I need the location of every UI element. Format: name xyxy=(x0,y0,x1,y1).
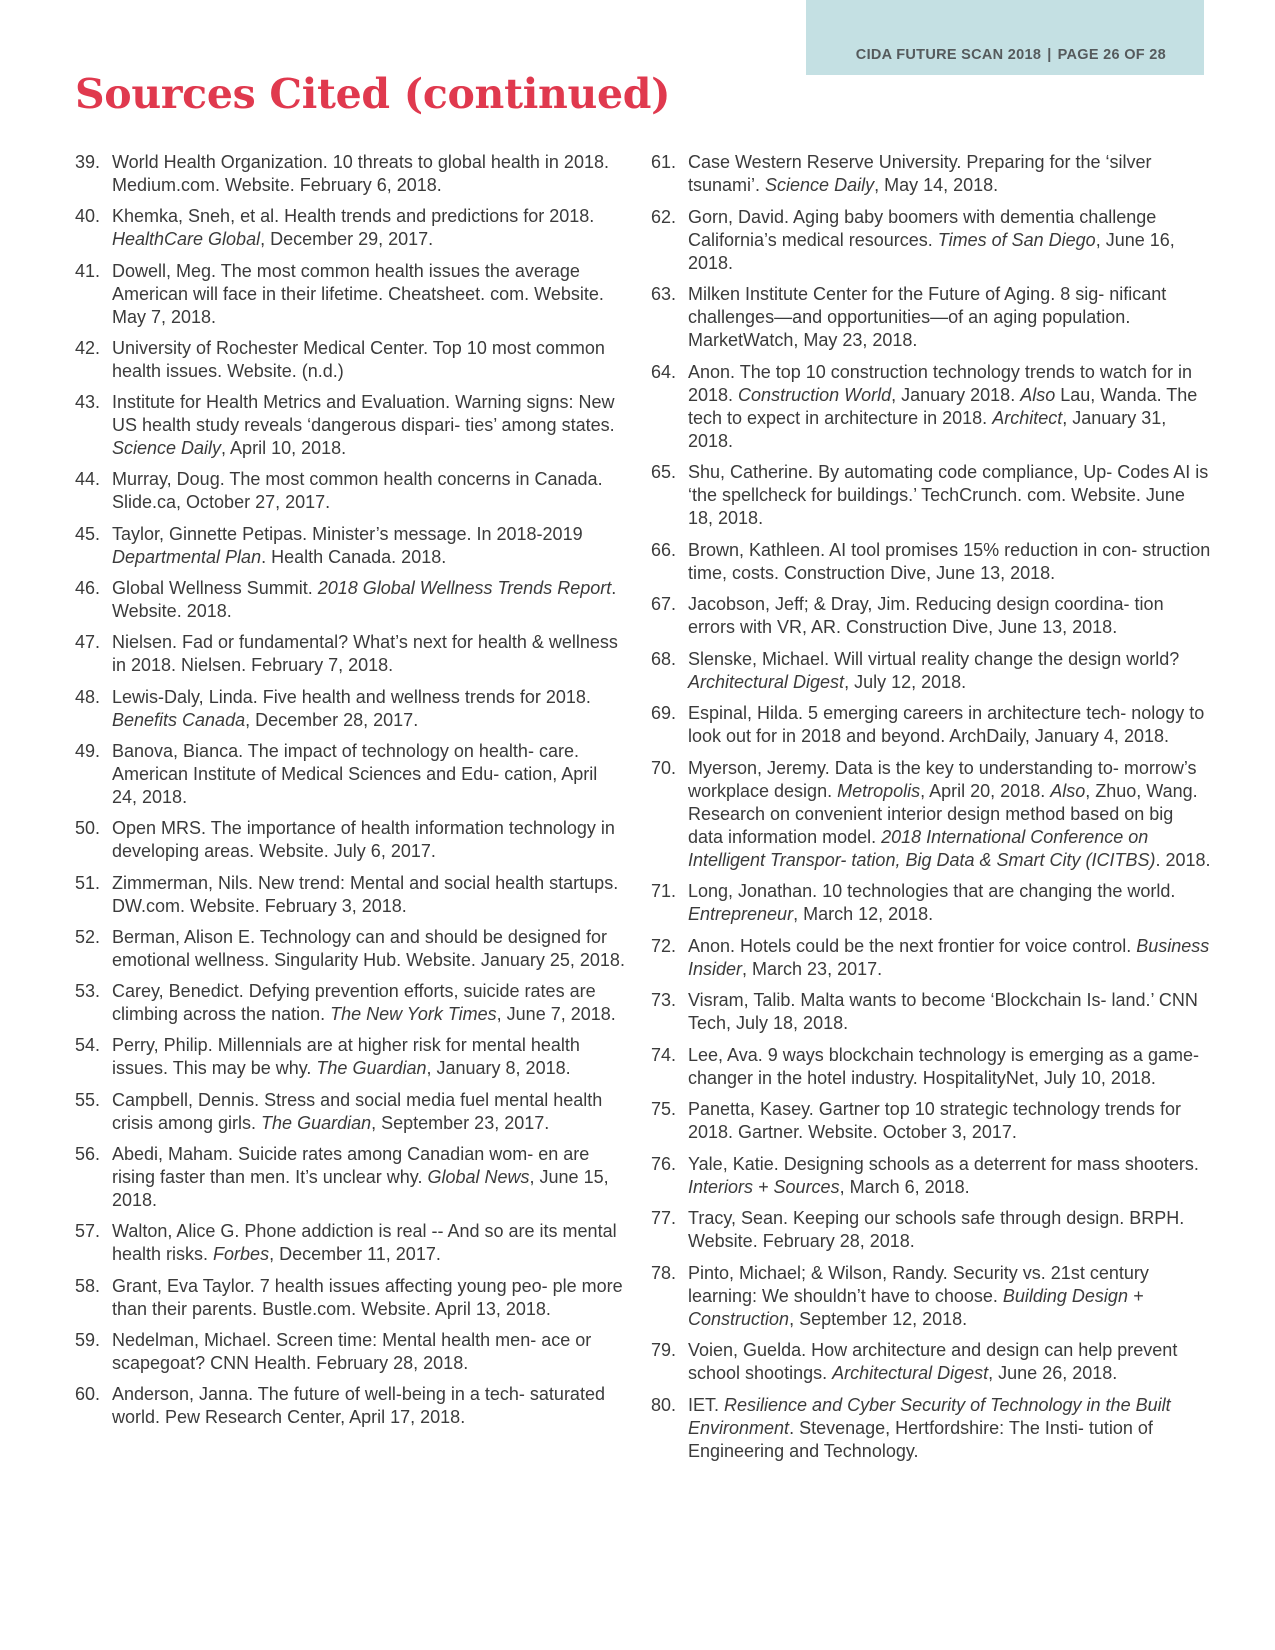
citation-segment: Grant, Eva Taylor. 7 health issues affecting young peo- ple more than their parents. Bustle.com. Website. April 13, 2018. xyxy=(112,1275,623,1319)
citation-item xyxy=(651,1394,1211,1463)
citation-item xyxy=(75,686,627,732)
citation-segment: Jacobson, Jeff; & Dray, Jim. Reducing design coordina- tion errors with VR, AR. Construction Dive, June 13, 2018. xyxy=(688,594,1164,637)
citation-text xyxy=(112,260,627,329)
citation-italic-title: Architect xyxy=(992,407,1063,428)
citation-item xyxy=(651,206,1211,275)
citation-text xyxy=(688,935,1211,981)
citation-number: 55. xyxy=(75,1089,101,1110)
citation-number: 75. xyxy=(651,1099,677,1119)
page-number: PAGE 26 OF 28 xyxy=(1057,47,1166,63)
citation-number: 56. xyxy=(75,1144,101,1165)
citation-italic-title: HealthCare Global xyxy=(112,229,261,250)
citation-text xyxy=(112,1383,627,1429)
citation-segment: . 2018. xyxy=(1155,849,1211,870)
citation-text xyxy=(688,461,1211,530)
citation-text xyxy=(112,468,627,514)
citation-number: 77. xyxy=(651,1208,677,1228)
citation-segment: , September 12, 2018. xyxy=(789,1308,968,1329)
citation-text xyxy=(112,337,627,383)
running-header xyxy=(856,47,1166,63)
citation-segment: , January 8, 2018. xyxy=(426,1058,571,1079)
citation-number: 47. xyxy=(75,632,101,653)
citation-item xyxy=(651,702,1211,748)
citation-segment: IET. xyxy=(688,1394,725,1415)
header-band xyxy=(806,0,1204,75)
citation-text xyxy=(688,648,1211,694)
citation-italic-title: Also xyxy=(1050,780,1086,801)
citation-number: 44. xyxy=(75,469,101,490)
citation-number: 71. xyxy=(651,881,677,901)
citation-italic-title: Times of San Diego xyxy=(937,229,1096,250)
citation-item xyxy=(75,337,627,383)
citation-text xyxy=(112,205,627,251)
citation-italic-title: The New York Times xyxy=(330,1004,497,1025)
citation-text xyxy=(688,593,1211,639)
citation-item xyxy=(651,935,1211,981)
citation-item xyxy=(651,648,1211,694)
citation-number: 39. xyxy=(75,152,101,172)
citation-segment: Abedi, Maham. Suicide rates among Canadian wom- en are rising faster than men. It’s unclear why. xyxy=(112,1144,590,1188)
citation-text xyxy=(688,989,1211,1035)
citation-item xyxy=(75,205,627,251)
citation-number: 50. xyxy=(75,818,101,839)
citation-segment: Dowell, Meg. The most common health issues the average American will face in their lifetime. Cheatsheet. com. Website. May 7, 2018. xyxy=(112,260,604,327)
citation-segment: Myerson, Jeremy. Data is the key to understanding to- morrow’s workplace design. xyxy=(688,757,1197,801)
citation-text xyxy=(112,1143,627,1212)
citation-segment: Nedelman, Michael. Screen time: Mental health men- ace or scapegoat? CNN Health. February 28, 2018. xyxy=(112,1329,592,1373)
sources-column-right xyxy=(651,151,1211,1471)
citation-text xyxy=(112,1275,627,1321)
citation-item xyxy=(75,151,627,197)
citation-number: 65. xyxy=(651,462,677,482)
citation-text xyxy=(688,1207,1211,1253)
citation-text xyxy=(688,206,1211,275)
citation-segment: , June 26, 2018. xyxy=(988,1363,1118,1383)
citation-segment: Nielsen. Fad or fundamental? What’s next for health & wellness in 2018. Nielsen. February 7, 2018. xyxy=(112,632,618,676)
citation-number: 70. xyxy=(651,757,677,778)
citation-number: 68. xyxy=(651,648,677,669)
citation-italic-title: Entrepreneur xyxy=(688,904,794,924)
citation-text xyxy=(112,1089,627,1135)
citation-segment: Voien, Guelda. How architecture and design can help prevent school shootings. xyxy=(688,1340,1178,1383)
citation-item xyxy=(651,1153,1211,1199)
citation-item xyxy=(651,1207,1211,1253)
citation-text xyxy=(112,391,627,460)
citation-segment: Slenske, Michael. Will virtual reality change the design world? xyxy=(688,648,1180,669)
citation-segment: , January 31, 2018. xyxy=(688,407,1167,451)
citation-segment: . Health Canada. 2018. xyxy=(261,546,447,567)
citation-number: 40. xyxy=(75,206,101,227)
citation-number: 49. xyxy=(75,740,101,761)
citation-text xyxy=(112,817,627,863)
citation-segment: Global Wellness Summit. xyxy=(112,578,318,599)
citation-item xyxy=(651,361,1211,453)
citation-item xyxy=(651,283,1211,352)
citation-text xyxy=(112,926,627,972)
citation-text xyxy=(688,283,1211,352)
citation-number: 72. xyxy=(651,935,677,956)
citation-segment: , June 7, 2018. xyxy=(496,1004,616,1025)
citation-item xyxy=(651,539,1211,585)
citation-number: 69. xyxy=(651,703,677,723)
citation-text xyxy=(112,1220,627,1266)
citation-italic-title: Global News xyxy=(427,1167,530,1188)
citation-italic-title: Architectural Digest xyxy=(832,1363,989,1383)
citation-segment: , June 15, 2018. xyxy=(112,1167,609,1211)
citation-item xyxy=(651,461,1211,530)
citation-segment: , December 28, 2017. xyxy=(245,709,419,730)
citation-segment: Case Western Reserve University. Preparing for the ‘silver tsunami’. xyxy=(688,152,1152,195)
citation-item xyxy=(75,1034,627,1080)
citation-number: 41. xyxy=(75,260,101,281)
citation-number: 66. xyxy=(651,539,677,560)
citation-item xyxy=(75,1220,627,1266)
citation-item xyxy=(75,391,627,460)
citation-segment: Khemka, Sneh, et al. Health trends and predictions for 2018. xyxy=(112,206,595,227)
citation-segment: Lewis-Daly, Linda. Five health and wellness trends for 2018. xyxy=(112,686,591,707)
citation-text xyxy=(688,1394,1211,1463)
citation-segment: Panetta, Kasey. Gartner top 10 strategic technology trends for 2018. Gartner. Website. October 3, 2017. xyxy=(688,1099,1181,1142)
citation-item xyxy=(651,757,1211,872)
citation-segment: World Health Organization. 10 threats to global health in 2018. Medium.com. Website. February 6, 2018. xyxy=(112,152,609,195)
citation-number: 62. xyxy=(651,206,677,227)
citation-segment: University of Rochester Medical Center. Top 10 most common health issues. Website. (n.d.) xyxy=(112,337,605,381)
citation-item xyxy=(75,740,627,809)
citation-item xyxy=(651,1098,1211,1144)
citation-number: 53. xyxy=(75,981,101,1002)
page-title: Sources Cited (continued) xyxy=(75,70,671,118)
citation-italic-title: Construction World xyxy=(738,384,892,405)
citation-number: 43. xyxy=(75,392,101,413)
citation-segment: Anderson, Janna. The future of well-being in a tech- saturated world. Pew Research Center, April 17, 2018. xyxy=(112,1384,605,1428)
citation-segment: Espinal, Hilda. 5 emerging careers in architecture tech- nology to look out for in 2018 and beyond. ArchDaily, January 4, 2018. xyxy=(688,703,1205,746)
citation-text xyxy=(688,1339,1211,1385)
citation-segment: Shu, Catherine. By automating code compliance, Up- Codes AI is ‘the spellcheck for buildings.’ TechCrunch. com. Website. June 18, 2018. xyxy=(688,462,1209,528)
citation-number: 74. xyxy=(651,1044,677,1065)
citation-italic-title: Science Daily xyxy=(765,175,875,195)
citation-italic-title: Building Design + Construction xyxy=(688,1285,1144,1329)
citation-text xyxy=(112,523,627,569)
citation-segment: Perry, Philip. Millennials are at higher risk for mental health issues. This may be why. xyxy=(112,1035,580,1079)
citation-text xyxy=(688,1262,1211,1331)
citation-italic-title: Business Insider xyxy=(688,935,1210,979)
citation-text xyxy=(688,539,1211,585)
citation-segment: Zimmerman, Nils. New trend: Mental and social health startups. DW.com. Website. February 3, 2018. xyxy=(112,872,619,916)
citation-segment: , December 11, 2017. xyxy=(269,1244,441,1265)
citation-number: 61. xyxy=(651,152,677,172)
citation-text xyxy=(112,686,627,732)
citation-item xyxy=(75,872,627,918)
citation-number: 76. xyxy=(651,1153,677,1174)
citation-italic-title: Architectural Digest xyxy=(688,671,845,692)
citation-number: 45. xyxy=(75,523,101,544)
citation-number: 46. xyxy=(75,578,101,599)
citation-italic-title: 2018 International Conference on Intelligent Transpor- tation, Big Data & Smart City (ICITBS) xyxy=(688,826,1156,870)
citation-segment: Brown, Kathleen. AI tool promises 15% reduction in con- struction time, costs. Construction Dive, June 13, 2018. xyxy=(688,539,1211,583)
citation-segment: . Stevenage, Hertfordshire: The Insti- tution of Engineering and Technology. xyxy=(688,1417,1153,1461)
citation-segment: , March 23, 2017. xyxy=(742,958,883,979)
citation-item xyxy=(75,1383,627,1429)
citation-number: 79. xyxy=(651,1340,677,1360)
citation-segment: Pinto, Michael; & Wilson, Randy. Security vs. 21st century learning: We shouldn’t have to choose. xyxy=(688,1262,1149,1306)
citation-segment: Banova, Bianca. The impact of technology on health- care. American Institute of Medical Sciences and Edu- cation, April 24, 2018. xyxy=(112,740,598,807)
citation-segment: Anon. Hotels could be the next frontier for voice control. xyxy=(688,935,1137,956)
citation-text xyxy=(112,1329,627,1375)
citation-italic-title: 2018 Global Wellness Trends Report xyxy=(317,578,612,599)
citation-text xyxy=(688,1044,1211,1090)
citation-item xyxy=(75,1329,627,1375)
citation-segment: Yale, Katie. Designing schools as a deterrent for mass shooters. xyxy=(688,1153,1199,1174)
citation-segment: , July 12, 2018. xyxy=(844,671,967,692)
citation-text xyxy=(688,880,1211,926)
citation-item xyxy=(75,260,627,329)
citation-item xyxy=(75,817,627,863)
citation-italic-title: Forbes xyxy=(213,1244,270,1265)
citation-italic-title: Departmental Plan xyxy=(112,546,262,567)
citation-segment: Carey, Benedict. Defying prevention efforts, suicide rates are climbing across the nation. xyxy=(112,981,596,1025)
citation-text xyxy=(688,361,1211,453)
citation-text xyxy=(688,1153,1211,1199)
citation-italic-title: Interiors + Sources xyxy=(688,1176,840,1197)
citation-text xyxy=(688,151,1211,197)
citation-number: 42. xyxy=(75,337,101,358)
citation-italic-title: Metropolis xyxy=(837,780,921,801)
citation-item xyxy=(651,880,1211,926)
citation-text xyxy=(688,702,1211,748)
citation-segment: , April 10, 2018. xyxy=(221,438,347,459)
citation-segment: Gorn, David. Aging baby boomers with dementia challenge California’s medical resources. xyxy=(688,206,1157,250)
citation-number: 54. xyxy=(75,1035,101,1056)
citation-segment: Institute for Health Metrics and Evaluation. Warning signs: New US health study reveals ‘dangerous dispari- ties’ among states. xyxy=(112,392,615,436)
citation-segment: , March 12, 2018. xyxy=(793,904,934,924)
citation-segment: , December 29, 2017. xyxy=(260,229,434,250)
citation-italic-title: Also xyxy=(1020,384,1056,405)
citation-number: 51. xyxy=(75,872,101,893)
citation-text xyxy=(112,980,627,1026)
citation-item xyxy=(651,1339,1211,1385)
citation-item xyxy=(75,468,627,514)
citation-text xyxy=(112,1034,627,1080)
citation-item xyxy=(651,989,1211,1035)
citation-item xyxy=(75,523,627,569)
citation-number: 80. xyxy=(651,1394,677,1415)
citation-text xyxy=(112,151,627,197)
citation-segment: , April 20, 2018. xyxy=(920,780,1051,801)
citation-segment: Open MRS. The importance of health information technology in developing areas. Website. July 6, 2017. xyxy=(112,818,615,862)
citation-number: 59. xyxy=(75,1329,101,1350)
citation-segment: Milken Institute Center for the Future of Aging. 8 sig- nificant challenges—and opportunities—of an aging population. MarketWatch, May 23, 2018. xyxy=(688,284,1167,350)
citation-segment: Tracy, Sean. Keeping our schools safe through design. BRPH. Website. February 28, 2018. xyxy=(688,1208,1185,1251)
citation-number: 60. xyxy=(75,1384,101,1405)
citation-item xyxy=(651,1044,1211,1090)
citation-item xyxy=(651,151,1211,197)
citation-text xyxy=(112,740,627,809)
citation-segment: Murray, Doug. The most common health concerns in Canada. Slide.ca, October 27, 2017. xyxy=(112,469,603,513)
citation-italic-title: Science Daily xyxy=(112,438,222,459)
header-separator: | xyxy=(1047,47,1052,63)
citation-item xyxy=(75,631,627,677)
citation-segment: , Zhuo, Wang. Research on convenient interior design method based on big data information model. xyxy=(688,780,1198,847)
citation-italic-title: The Guardian xyxy=(316,1058,427,1079)
citation-italic-title: Resilience and Cyber Security of Technology in the Built Environment xyxy=(688,1394,1171,1438)
citation-segment: Taylor, Ginnette Petipas. Minister’s message. In 2018-2019 xyxy=(112,523,583,544)
citation-text xyxy=(112,872,627,918)
citation-segment: Long, Jonathan. 10 technologies that are changing the world. xyxy=(688,881,1176,901)
citation-number: 67. xyxy=(651,594,677,614)
citation-italic-title: The Guardian xyxy=(261,1112,372,1133)
citation-item xyxy=(75,980,627,1026)
citation-number: 57. xyxy=(75,1221,101,1242)
citation-number: 63. xyxy=(651,284,677,304)
citation-segment: , June 16, 2018. xyxy=(688,229,1175,273)
citation-segment: Anon. The top 10 construction technology trends to watch for in 2018. xyxy=(688,361,1192,405)
citation-number: 48. xyxy=(75,686,101,707)
citation-text xyxy=(112,631,627,677)
citation-item xyxy=(75,1143,627,1212)
citation-number: 73. xyxy=(651,990,677,1010)
citation-segment: Berman, Alison E. Technology can and should be designed for emotional wellness. Singularity Hub. Website. January 25, 2018. xyxy=(112,926,625,970)
citation-text xyxy=(112,577,627,623)
citation-item xyxy=(651,1262,1211,1331)
citation-segment: Lee, Ava. 9 ways blockchain technology is emerging as a game-changer in the hotel industry. HospitalityNet, July 10, 2018. xyxy=(688,1044,1199,1088)
citation-segment: Walton, Alice G. Phone addiction is real -- And so are its mental health risks. xyxy=(112,1221,617,1265)
citation-number: 64. xyxy=(651,361,677,382)
sources-column-left xyxy=(75,151,627,1438)
citation-item xyxy=(651,593,1211,639)
publication-name: CIDA FUTURE SCAN 2018 xyxy=(855,47,1042,63)
citation-number: 52. xyxy=(75,926,101,947)
citation-item xyxy=(75,577,627,623)
citation-segment: . Website. 2018. xyxy=(112,578,617,622)
citation-segment: Lau, Wanda. The tech to expect in architecture in 2018. xyxy=(688,384,1198,428)
citation-number: 58. xyxy=(75,1275,101,1296)
citation-segment: , March 6, 2018. xyxy=(839,1176,970,1197)
citation-item xyxy=(75,1089,627,1135)
citation-segment: Visram, Talib. Malta wants to become ‘Blockchain Is- land.’ CNN Tech, July 18, 2018. xyxy=(688,990,1198,1033)
citation-italic-title: Benefits Canada xyxy=(112,709,246,730)
citation-segment: , January 2018. xyxy=(891,384,1021,405)
citation-segment: , September 23, 2017. xyxy=(371,1112,550,1133)
citation-item xyxy=(75,1275,627,1321)
citation-number: 78. xyxy=(651,1262,677,1283)
citation-segment: , May 14, 2018. xyxy=(874,175,999,195)
citation-text xyxy=(688,1098,1211,1144)
citation-text xyxy=(688,757,1211,872)
citation-item xyxy=(75,926,627,972)
citation-segment: Campbell, Dennis. Stress and social media fuel mental health crisis among girls. xyxy=(112,1089,603,1133)
